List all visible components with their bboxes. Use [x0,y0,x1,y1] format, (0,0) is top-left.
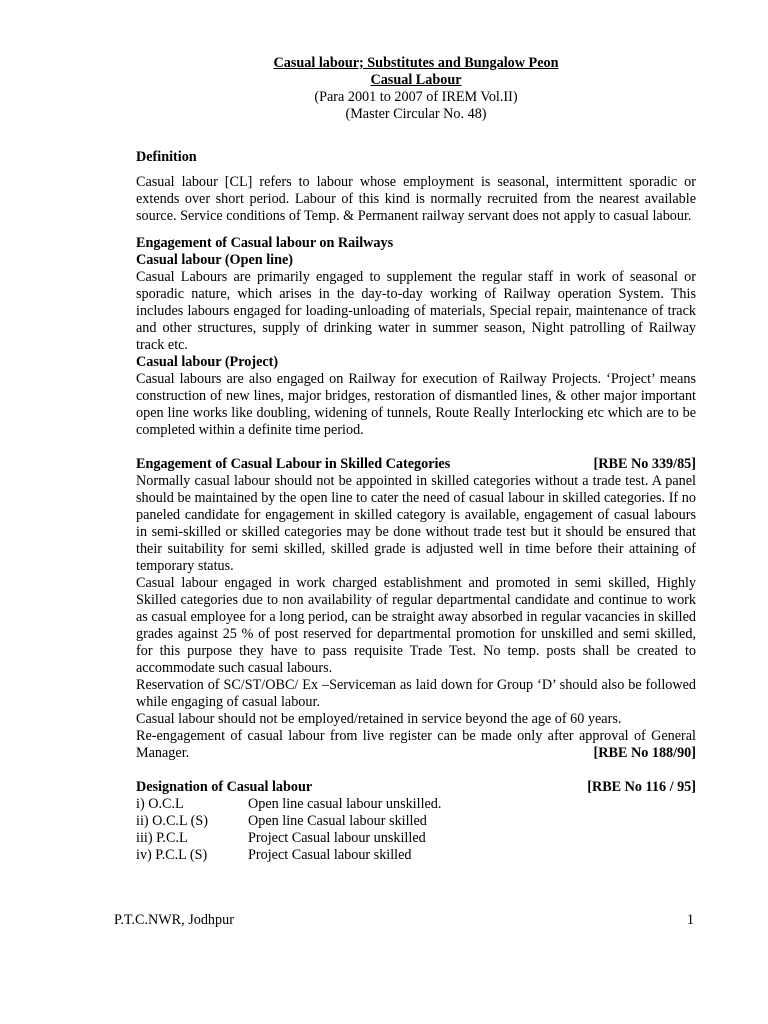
designation-item [136,796,696,813]
designation-desc: Project Casual labour skilled [248,847,412,863]
skilled-paragraph-1: Normally casual labour should not be appointed in skilled categories without a trade test. A panel should be maintained by the open line to cater the need of casual labour in skilled categories. If no paneled candidate for engagement in skilled category is available, engagement of casual labours in semi-skilled or skilled categories may be done without trade test but it should be ensured that their suitability for semi skilled, skilled grade is adjusted well in time before their attaining of temporary status. [136,473,696,574]
designation-desc: Open line Casual labour skilled [248,813,427,829]
designation-code: ii) O.C.L (S) [136,813,208,829]
designation-desc: Open line casual labour unskilled. [248,796,442,812]
designation-heading-row [136,779,696,796]
designation-item [136,813,696,830]
skilled-paragraph-3: Reservation of SC/ST/OBC/ Ex –Serviceman as laid down for Group ‘D’ should also be followed while engaging of casual labour. [136,677,696,710]
project-text: Casual labours are also engaged on Railway for execution of Railway Projects. ‘Project’ means construction of new lines, major bridges, restoration of dismantled lines, & other major important open line works like doubling, widening of tunnels, Route Really Interlocking etc which are to be completed within a definite time period. [136,371,696,438]
designation-desc: Project Casual labour unskilled [248,830,426,846]
document-title: Casual labour; Substitutes and Bungalow Peon [273,55,559,71]
page-number: 1 [686,912,694,928]
designation-rbe: [RBE No 116 / 95] [587,779,696,795]
skilled-paragraph-5: Re-engagement of casual labour from live register can be made only after approval of General Manager. [136,728,696,761]
designation-code: iii) P.C.L [136,830,188,846]
definition-text: Casual labour [CL] refers to labour whose employment is seasonal, intermittent sporadic or extends over short period. Labour of this kind is normally recruited from the nearest available source. Service conditions of Temp. & Permanent railway servant does not apply to casual labour. [136,174,696,224]
designation-code: iv) P.C.L (S) [136,847,208,863]
skilled-heading-row [136,456,696,473]
para-reference: (Para 2001 to 2007 of IREM Vol.II) [314,89,518,105]
skilled-rbe: [RBE No 339/85] [593,456,696,472]
document-subtitle: Casual Labour [370,72,462,88]
skilled-paragraph-2: Casual labour engaged in work charged establishment and promoted in semi skilled, Highly Skilled categories due to non availability of regular departmental candidate and continue to work as casual employee for a long period, can be straight away absorbed in regular vacancies in skilled grades against 25 % of post reserved for departmental promotion for unskilled and semi skilled, for this purpose they have to pass requisite Trade Test. No temp. posts shall be created to accommodate such casual labours. [136,575,696,676]
open-line-heading: Casual labour (Open line) [136,252,294,268]
skilled-paragraph-4: Casual labour should not be employed/retained in service beyond the age of 60 years. [136,711,622,727]
designation-heading: Designation of Casual labour [136,779,313,795]
designation-item [136,830,696,847]
designation-code: i) O.C.L [136,796,184,812]
open-line-text: Casual Labours are primarily engaged to supplement the regular staff in work of seasonal or sporadic nature, which arises in the day-to-day working of Railway operation System. This includes labours engaged for loading-unloading of materials, Special repair, maintenance of track and other structures, supply of drinking water in summer season, Night patrolling of Railway track etc. [136,269,696,353]
footer-organization: P.T.C.NWR, Jodhpur [114,912,234,928]
page-footer [114,912,694,929]
definition-heading: Definition [136,149,197,165]
designation-item [136,847,696,864]
circular-reference: (Master Circular No. 48) [345,106,487,122]
page-content [136,55,696,864]
skilled-heading: Engagement of Casual Labour in Skilled Categories [136,456,451,472]
skilled-paragraph-5-rbe: [RBE No 188/90] [593,745,696,761]
project-heading: Casual labour (Project) [136,354,279,370]
engagement-heading: Engagement of Casual labour on Railways [136,235,394,251]
